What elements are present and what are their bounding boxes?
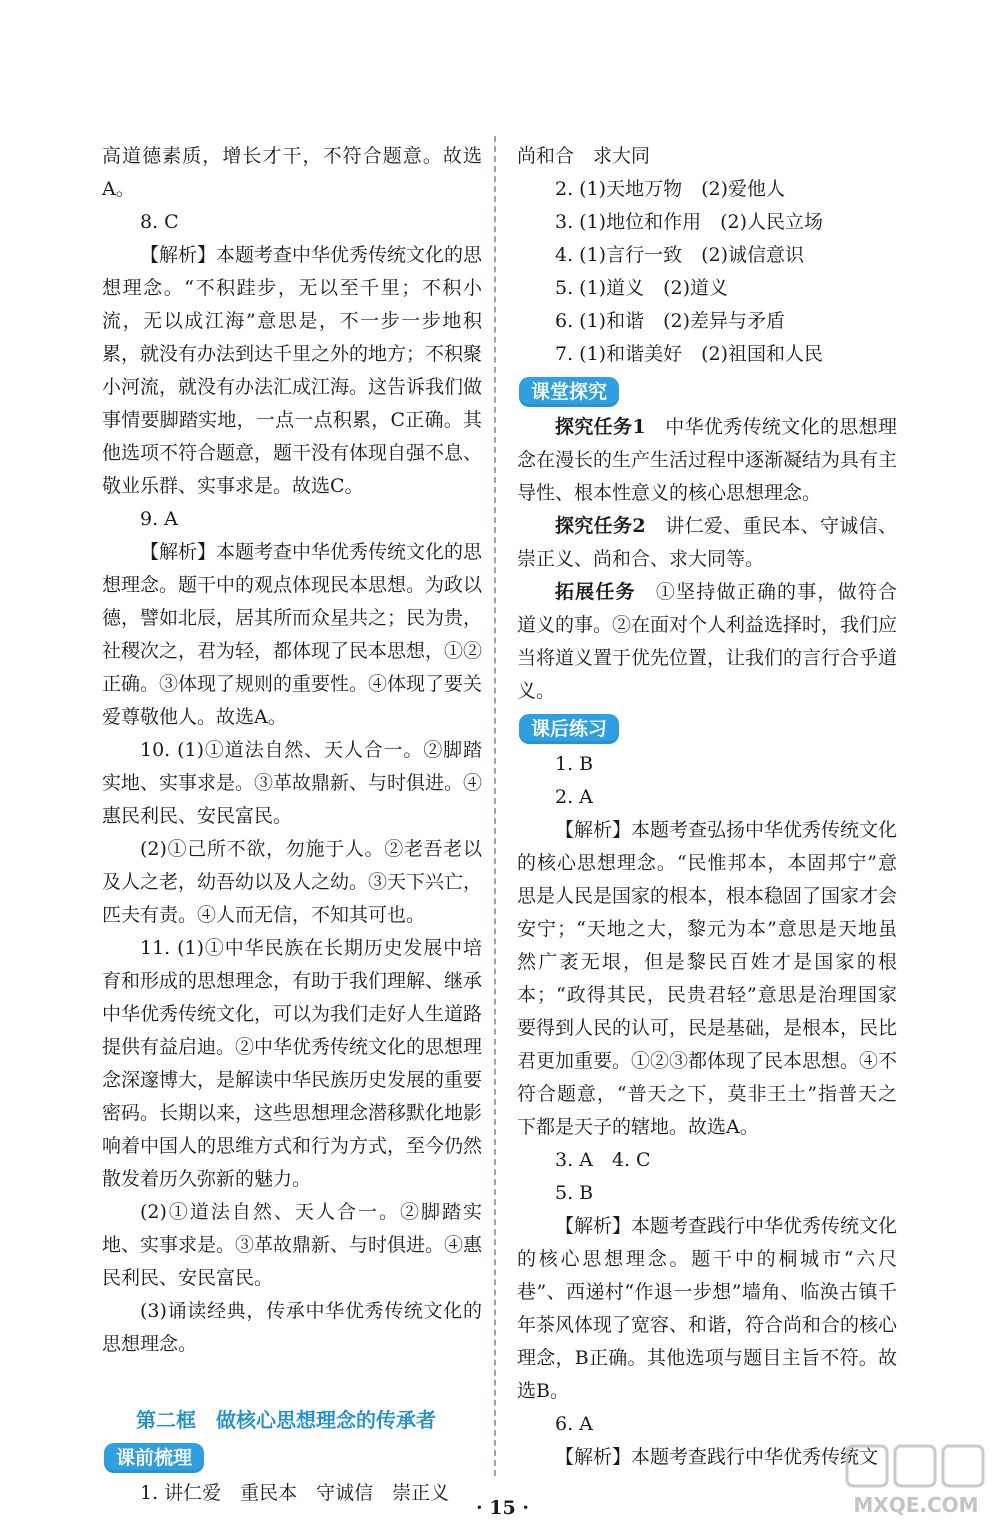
answer-line: 6. (1)和谐 (2)差异与矛盾: [555, 310, 785, 332]
answer-line: 3. A 4. C: [555, 1149, 651, 1171]
task-label: 探究任务2: [555, 515, 646, 537]
analysis-paragraph: 【解析】本题考查中华优秀传统文化的思想理念。题干中的观点体现民本思想。为政以德，譬如北辰，居其所而众星共之；民为贵，社稷次之，君为轻，都体现了民本思想，①②正确。③体现了规则的重要性。④体现了要关爱尊敬他人。故选A。: [102, 541, 483, 728]
analysis-paragraph: 【解析】本题考查践行中华优秀传统文: [555, 1446, 879, 1468]
left-column: [102, 140, 482, 1510]
answer-line: 5. B: [555, 1182, 594, 1204]
answer-line: 7. (1)和谐美好 (2)祖国和人民: [555, 343, 823, 365]
task-text: 讲仁爱、重民本、守诚信、崇正义、尚和合、求大同等。: [517, 515, 897, 570]
answer-line: 1. B: [555, 753, 594, 775]
task-paragraph: [517, 411, 897, 510]
answer-paragraph: (3)诵读经典，传承中华优秀传统文化的思想理念。: [102, 1300, 482, 1355]
column-divider: [494, 136, 496, 1476]
task-paragraph: [517, 576, 897, 708]
answer-line: 8. C: [140, 211, 179, 233]
analysis-paragraph: 【解析】本题考查践行中华优秀传统文化的核心思想理念。题干中的桐城市“六尺巷”、西递村“作退一步想”墙角、临涣古镇千年茶风体现了宽容、和谐，符合尚和合的核心理念，B正确。其他选项与题目主旨不符。故选B。: [517, 1215, 898, 1402]
answer-line: 2. A: [555, 786, 593, 808]
task-text: ①坚持做正确的事，做符合道义的事。②在面对个人利益选择时，我们应当将道义置于优先位置，让我们的言行合乎道义。: [517, 581, 898, 702]
answer-line: 1. 讲仁爱 重民本 守诚信 崇正义: [140, 1482, 450, 1504]
watermark-logo-icon: [841, 1442, 991, 1520]
answer-paragraph: 11. (1)①中华民族在长期历史发展中培育和形成的思想理念，有助于我们理解、继承中华优秀传统文化，可以为我们走好人生道路提供有益启迪。②中华优秀传统文化的思想理念深邃博大，是解读中华民族历史发展的重要密码。长期以来，这些思想理念潜移默化地影响着中国人的思维方式和行为方式，至今仍然散发着历久弥新的魅力。: [102, 937, 483, 1190]
answer-paragraph: 10. (1)①道法自然、天人合一。②脚踏实地、实事求是。③革故鼎新、与时俱进。④惠民利民、安民富民。: [102, 739, 483, 827]
section-badge-pre-class: 课前梳理: [104, 1443, 204, 1473]
answer-line: 5. (1)道义 (2)道义: [555, 277, 728, 299]
section-title: 第二框 做核心思想理念的传承者: [136, 1408, 436, 1432]
answer-paragraph: (2)①己所不欲，勿施于人。②老吾老以及人之老，幼吾幼以及人之幼。③天下兴亡，匹夫有责。④人而无信，不知其可也。: [102, 838, 483, 926]
paragraph: 高道德素质，增长才干，不符合题意。故选A。: [102, 145, 482, 200]
section-badge-after-class: 课后练习: [519, 714, 619, 744]
analysis-paragraph: 【解析】本题考查弘扬中华优秀传统文化的核心思想理念。“民惟邦本，本固邦宁”意思是人民是国家的根本，根本稳固了国家才会安宁；“天地之大，黎元为本”意思是天地虽然广袤无垠，但是黎民百姓才是国家的根本；“政得其民，民贵君轻”意思是治理国家要得到人民的认可，民是基础，是根本，民比君更加重要。①②③都体现了民本思想。④不符合题意，“普天之下，莫非王土”指普天之下都是天子的辖地。故选A。: [517, 819, 898, 1138]
task-paragraph: [517, 510, 897, 576]
analysis-paragraph: 【解析】本题考查中华优秀传统文化的思想理念。“不积跬步，无以至千里；不积小流，无以成江海”意思是，不一步一步地积累，就没有办法到达千里之外的地方；不积聚小河流，就没有办法汇成江海。这告诉我们做事情要脚踏实地，一点一点积累，C正确。其他选项不符合题意，题干没有体现自强不息、敬业乐群、实事求是。故选C。: [102, 244, 483, 497]
page-number: · 15 ·: [476, 1497, 529, 1519]
answer-paragraph: (2)①道法自然、天人合一。②脚踏实地、实事求是。③革故鼎新、与时俱进。④惠民利民、安民富民。: [102, 1201, 483, 1289]
right-column: [517, 140, 897, 1474]
answer-line: 6. A: [555, 1413, 593, 1435]
task-label: 探究任务1: [555, 416, 646, 438]
answer-line: 3. (1)地位和作用 (2)人民立场: [555, 211, 823, 233]
section-badge-class-inquiry: 课堂探究: [519, 377, 619, 407]
task-text: 中华优秀传统文化的思想理念在漫长的生产生活过程中逐渐凝结为具有主导性、根本性意义的核心思想理念。: [517, 416, 898, 504]
answer-line: 2. (1)天地万物 (2)爱他人: [555, 178, 785, 200]
task-label: 拓展任务: [555, 581, 636, 603]
answer-line: 9. A: [140, 508, 178, 530]
watermark-text: MXQE.COM: [853, 1493, 979, 1517]
answer-line: 尚和合 求大同: [517, 145, 651, 167]
answer-line: 4. (1)言行一致 (2)诚信意识: [555, 244, 804, 266]
